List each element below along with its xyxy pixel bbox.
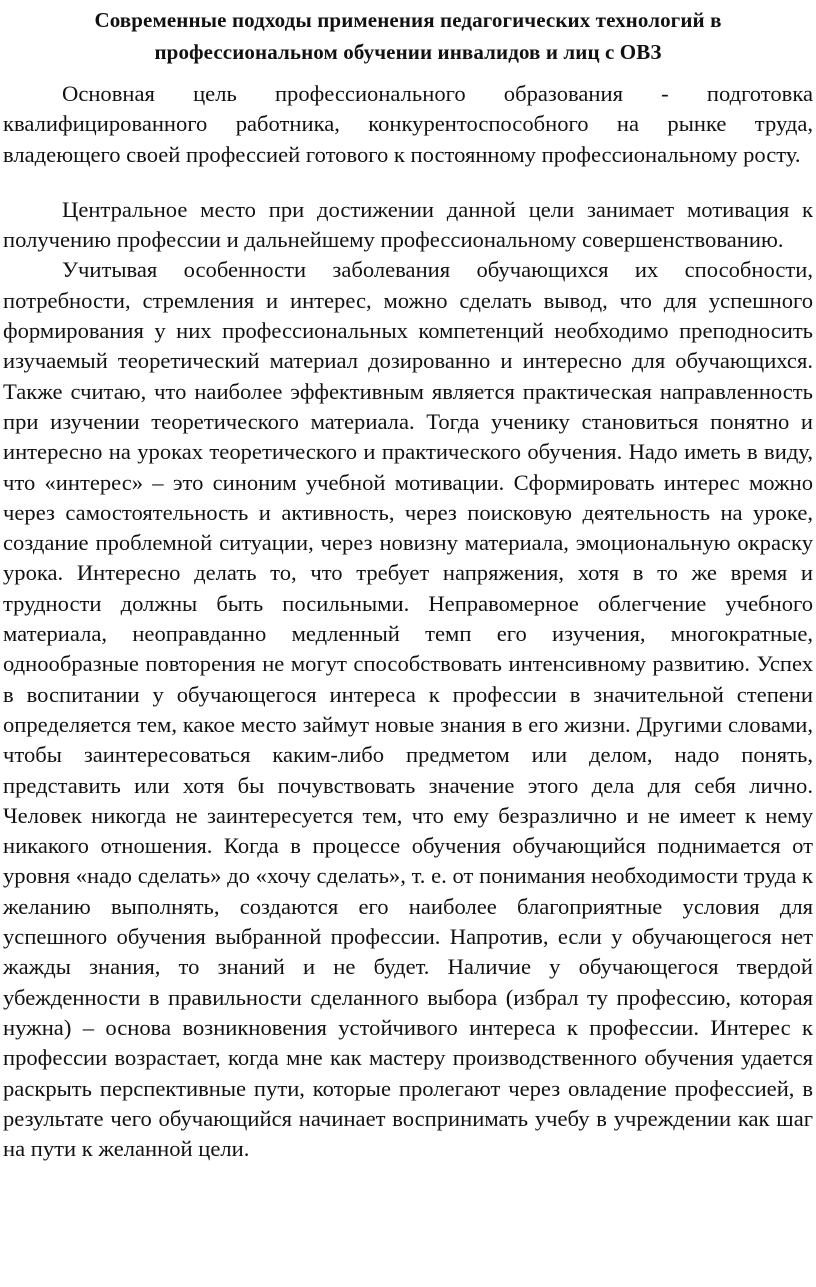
document-title-line-1: Современные подходы применения педагогических технологий в xyxy=(94,8,722,32)
document-title xyxy=(3,4,813,68)
paragraph-interest: Учитывая особенности заболевания обучающихся их способности, потребности, стремления и интерес, можно сделать вывод, что для успешного формирования у них профессиональных компетенций необходимо преподносить изучаемый теоретический материал дозированно и интересно для обучающихся. Также считаю, что наиболее эффективным является практическая направленность при изучении теоретического материала. Тогда ученику становиться понятно и интересно на уроках теоретического и практического обучения. Надо иметь в виду, что «интерес» – это синоним учебной мотивации. Сформировать интерес можно через самостоятельность и активность, через поисковую деятельность на уроке, создание проблемной ситуации, через новизну материала, эмоциональную окраску урока. Интересно делать то, что требует напряжения, хотя в то же время и трудности должны быть посильными. Неправомерное облегчение учебного материала, неоправданно медленный темп его изучения, многократные, однообразные повторения не могут способствовать интенсивному развитию. Успех в воспитании у обучающегося интереса к профессии в значительной степени определяется тем, какое место займут новые знания в его жизни. Другими словами, чтобы заинтересоваться каким-либо предметом или делом, надо понять, представить или хотя бы почувствовать значение этого дела для себя лично. Человек никогда не заинтересуется тем, что ему безразлично и не имеет к нему никакого отношения. Когда в процессе обучения обучающийся поднимается от уровня «надо сделать» до «хочу сделать», т. е. от понимания необходимости труда к желанию выполнять, создаются его наиболее благоприятные условия для успешного обучения выбранной профессии. Напротив, если у обучающегося нет жажды знания, то знаний и не будет. Наличие у обучающегося твердой убежденности в правильности сделанного выбора (избрал ту профессию, которая нужна) – основа возникновения устойчивого интереса к профессии. Интерес к профессии возрастает, когда мне как мастеру производственного обучения удается раскрыть перспективные пути, которые пролегают через овладение профессией, в результате чего обучающийся начинает воспринимать учебу в учреждении как шаг на пути к желанной цели. xyxy=(3,257,813,1162)
paragraph-motivation: Центральное место при достижении данной цели занимает мотивация к получению профессии и дальнейшему профессиональному совершенствованию. xyxy=(3,196,813,253)
document-title-line-2: профессиональном обучении инвалидов и лиц с ОВЗ xyxy=(154,40,662,64)
paragraph-goal: Основная цель профессионального образования - подготовка квалифицированного работника, конкурентоспособного на рынке труда, владеющего своей профессией готового к постоянному профессиональному росту. xyxy=(3,81,813,167)
